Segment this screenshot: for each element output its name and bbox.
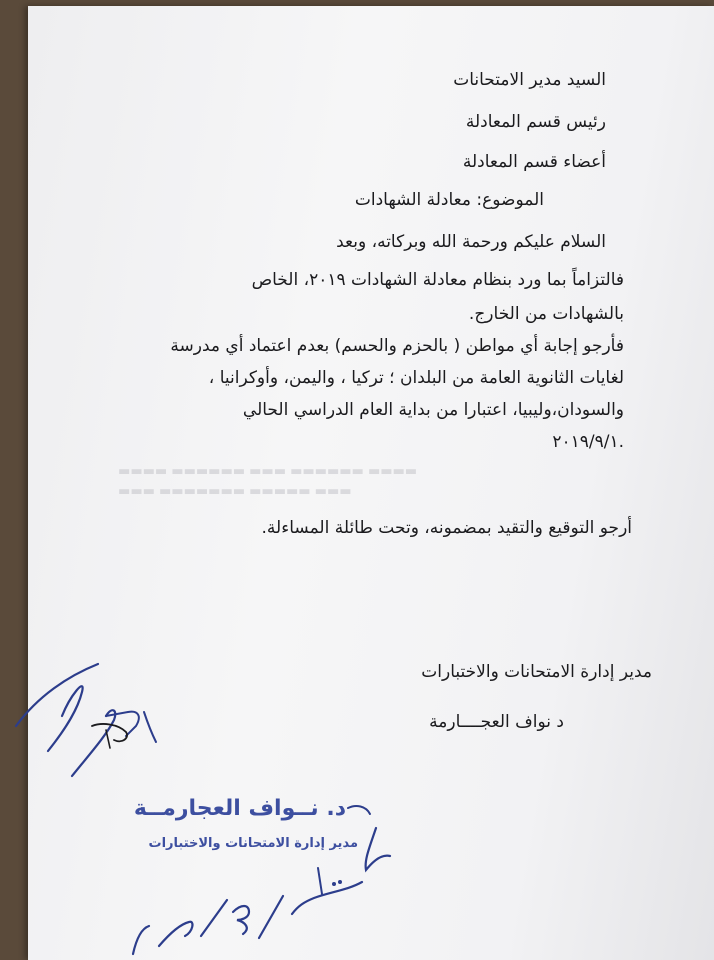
paragraph2-line2: لغايات الثانوية العامة من البلدان ؛ تركيا ، واليمن، وأوكرانيا ، bbox=[208, 368, 624, 388]
document-page bbox=[28, 6, 714, 960]
recipient-head: رئيس قسم المعادلة bbox=[465, 112, 606, 132]
signature-name: د نواف العجــــارمة bbox=[429, 712, 564, 732]
stamp-name: د. نــواف العجارمــة bbox=[133, 796, 346, 821]
closing-line: أرجو التوقيع والتقيد بمضمونه، وتحت طائلة المساءلة. bbox=[261, 518, 632, 538]
greeting: السلام عليكم ورحمة الله وبركاته، وبعد bbox=[336, 232, 606, 252]
handwritten-note bbox=[278, 798, 408, 918]
recipient-director: السيد مدير الامتحانات bbox=[453, 70, 606, 90]
signature-title: مدير إدارة الامتحانات والاختبارات bbox=[421, 662, 652, 682]
recipient-members: أعضاء قسم المعادلة bbox=[462, 152, 606, 172]
handwritten-date bbox=[123, 876, 293, 960]
subject-line: الموضوع: معادلة الشهادات bbox=[354, 190, 544, 210]
paragraph2-line1: فأرجو إجابة أي مواطن ( بالحزم والحسم) بعدم اعتماد أي مدرسة bbox=[170, 336, 624, 356]
bleed-through-marks: ▬▬▬▬ ▬▬▬▬▬▬ ▬▬▬ ▬▬▬▬▬▬ ▬▬▬▬ bbox=[118, 464, 418, 479]
initials-mark bbox=[88, 718, 138, 754]
paragraph2-line3: والسودان،وليبيا، اعتبارا من بداية العام الدراسي الحالي bbox=[242, 400, 624, 420]
paragraph1-line1: فالتزاماً بما ورد بنظام معادلة الشهادات ٢٠١٩، الخاص bbox=[251, 270, 624, 290]
paragraph2-line4: ٢٠١٩/٩/١. bbox=[552, 432, 624, 452]
bleed-through-marks: ▬▬▬ ▬▬▬▬▬ ▬▬▬▬▬▬▬ ▬▬▬ bbox=[118, 484, 352, 499]
stamp-title: مدير إدارة الامتحانات والاختبارات bbox=[148, 836, 358, 851]
paragraph1-line2: بالشهادات من الخارج. bbox=[468, 304, 624, 324]
